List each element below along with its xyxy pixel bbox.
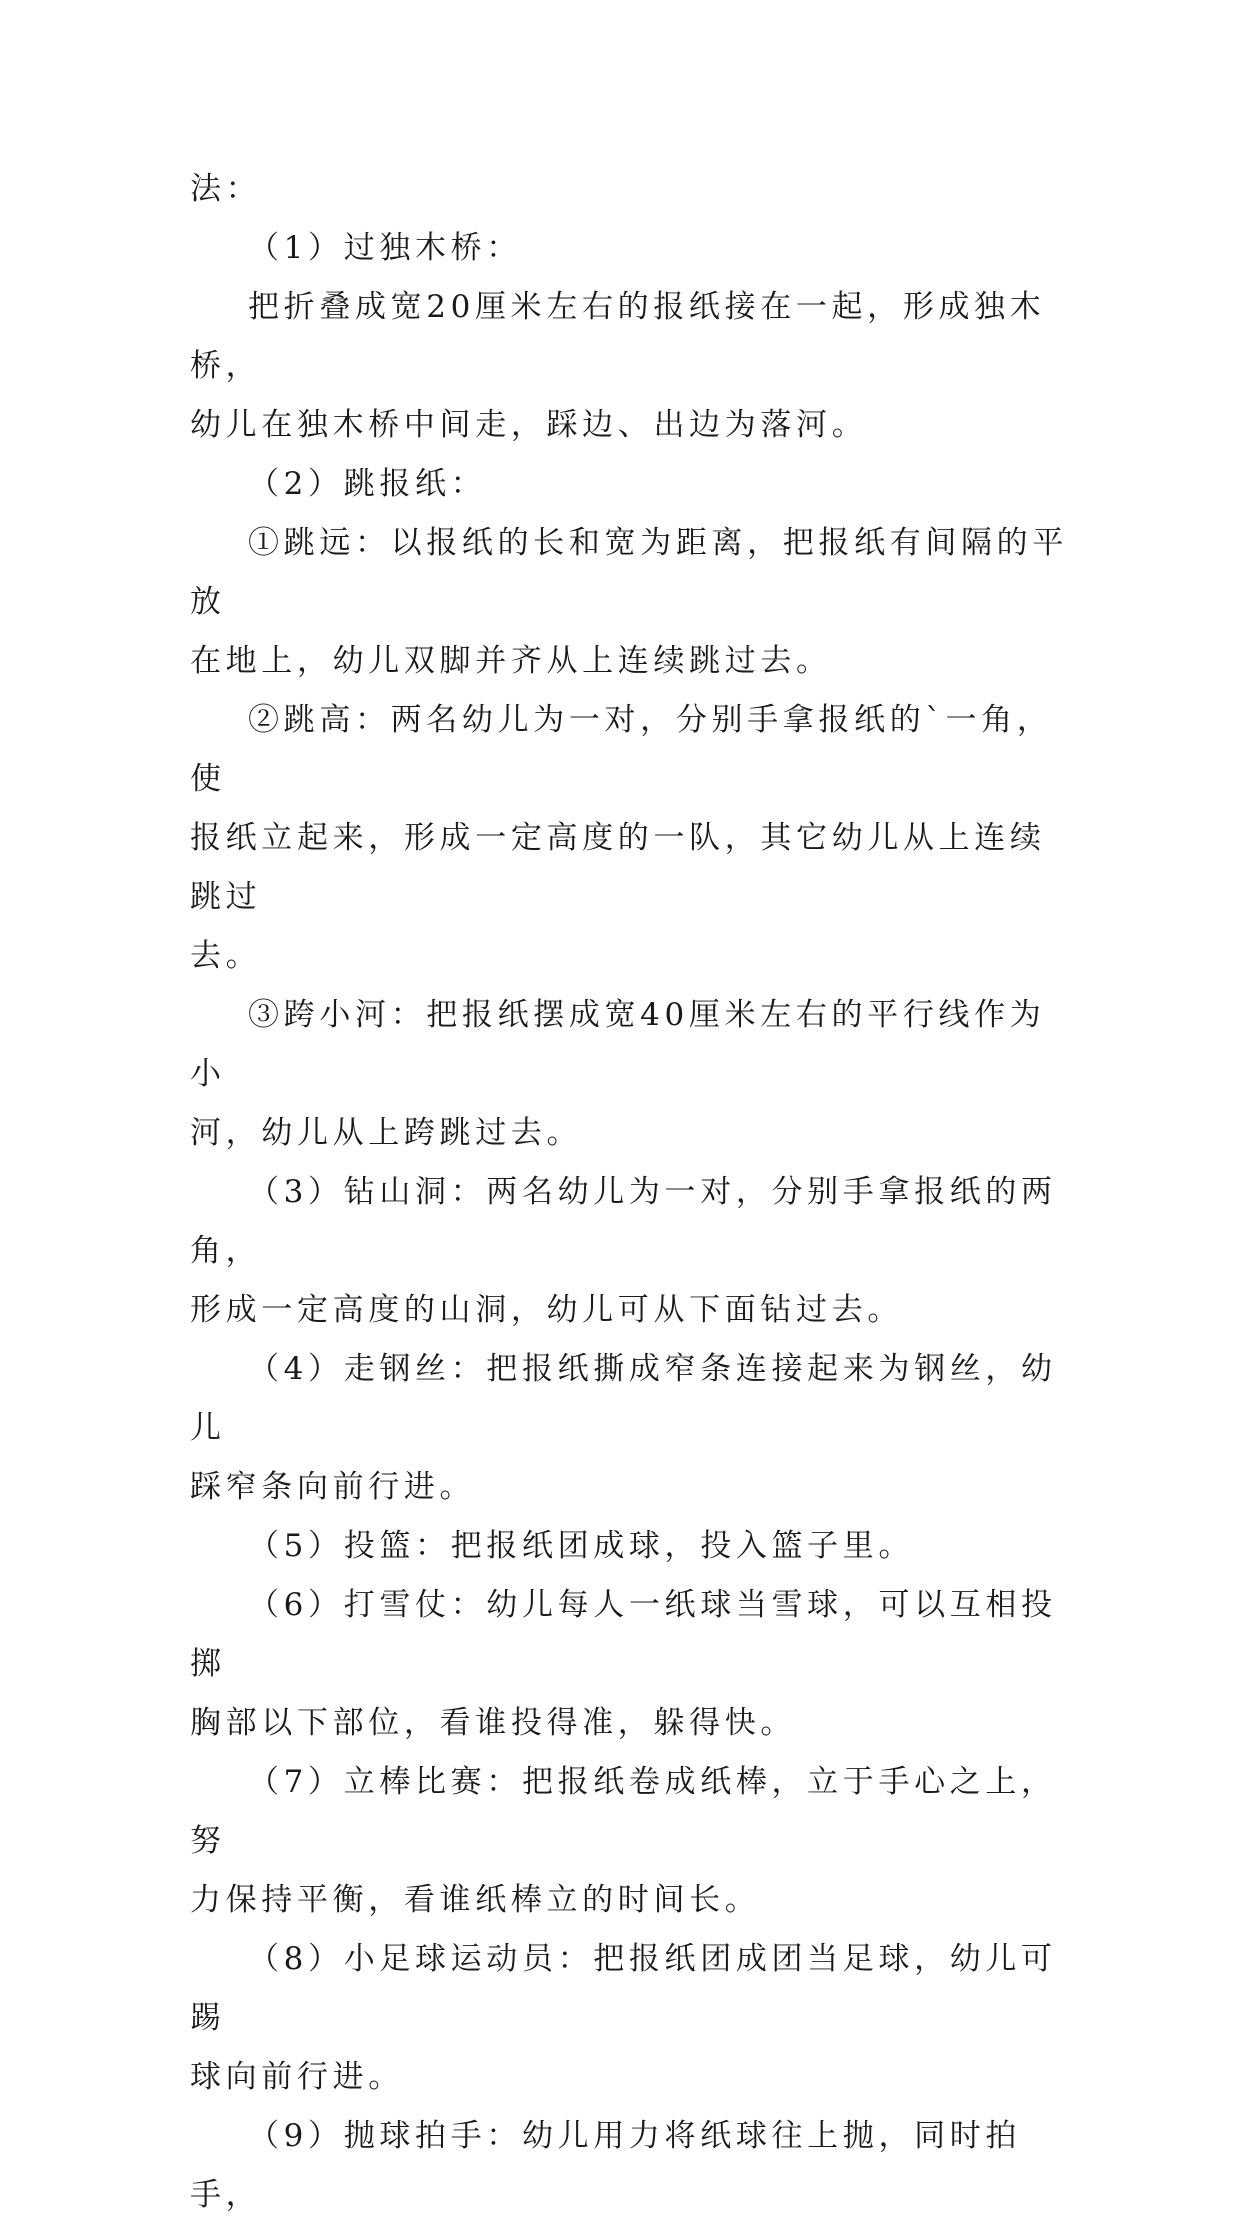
text-line: 胸部以下部位，看谁投得准，躲得快。 <box>190 1705 797 1741</box>
text-line: （6）打雪仗：幼儿每人一纸球当雪球，可以互相投掷 <box>190 1587 1057 1682</box>
text-line: 在地上，幼儿双脚并齐从上连续跳过去。 <box>190 643 832 679</box>
text-line: 去。 <box>190 938 262 974</box>
text-line: 河，幼儿从上跨跳过去。 <box>190 1115 583 1151</box>
text-line: 幼儿在独木桥中间走，踩边、出边为落河。 <box>190 407 868 443</box>
text-line: 把折叠成宽20厘米左右的报纸接在一起，形成独木桥， <box>190 289 1046 384</box>
text-line: 法： <box>190 171 262 207</box>
text-line: （5）投篮：把报纸团成球，投入篮子里。 <box>190 1528 915 1564</box>
text-line: （1）过独木桥： <box>190 230 522 266</box>
text-line: （4）走钢丝：把报纸撕成窄条连接起来为钢丝，幼儿 <box>190 1351 1057 1446</box>
text-line: （3）钻山洞：两名幼儿为一对，分别手拿报纸的两角， <box>190 1174 1057 1269</box>
text-line: （2）跳报纸： <box>190 466 487 502</box>
body-text <box>190 160 1070 2225</box>
text-line: 球向前行进。 <box>190 2059 404 2095</box>
text-line: ②跳高：两名幼儿为一对，分别手拿报纸的`一角，使 <box>190 702 1053 797</box>
text-line: 力保持平衡，看谁纸棒立的时间长。 <box>190 1882 761 1918</box>
text-line: 踩窄条向前行进。 <box>190 1469 476 1505</box>
text-line: （7）立棒比赛：把报纸卷成纸棒，立于手心之上，努 <box>190 1764 1057 1859</box>
text-line: ①跳远：以报纸的长和宽为距离，把报纸有间隔的平放 <box>190 525 1068 620</box>
text-line: ③跨小河：把报纸摆成宽40厘米左右的平行线作为小 <box>190 997 1046 1092</box>
text-line: 报纸立起来，形成一定高度的一队，其它幼儿从上连续跳过 <box>190 820 1046 915</box>
text-line: （9）抛球拍手：幼儿用力将纸球往上抛，同时拍手， <box>190 2118 1022 2213</box>
text-line: 形成一定高度的山洞，幼儿可从下面钻过去。 <box>190 1292 903 1328</box>
text-line: （8）小足球运动员：把报纸团成团当足球，幼儿可踢 <box>190 1941 1057 2036</box>
